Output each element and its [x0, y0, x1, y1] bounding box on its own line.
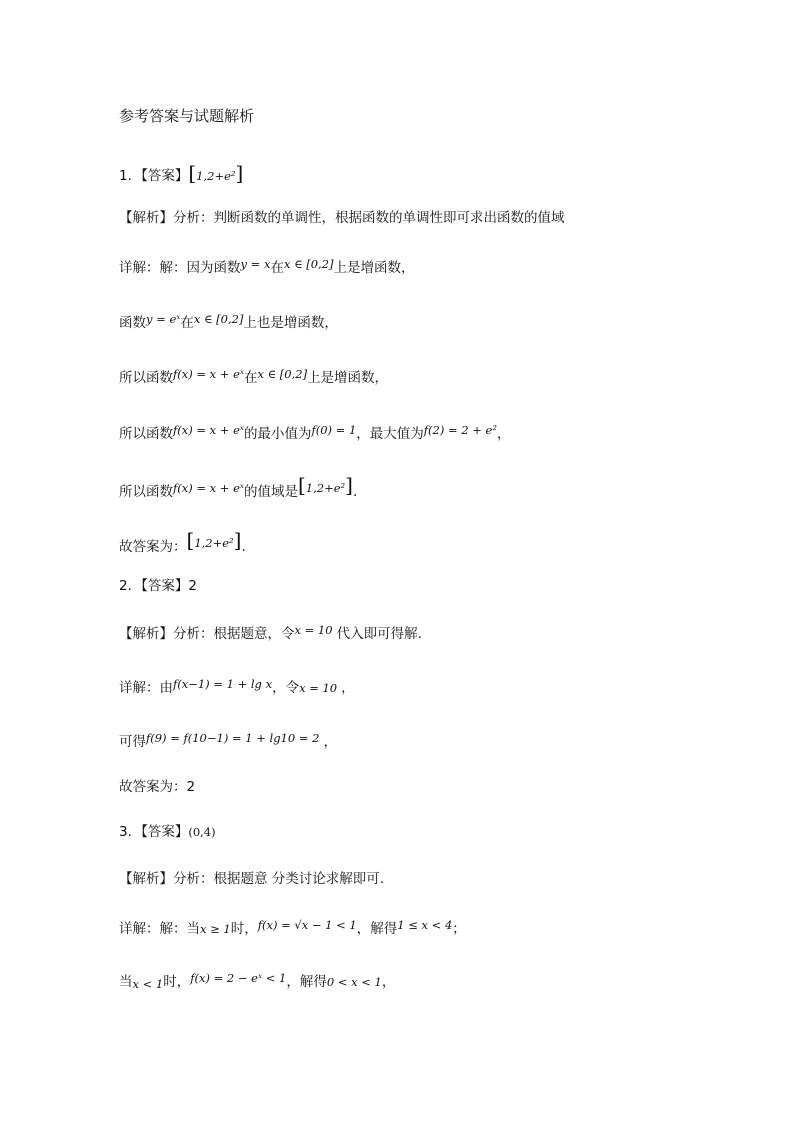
q1-d1-math-a: y = x: [240, 257, 271, 271]
q1-answer-line: [119, 163, 243, 186]
q3-d1-math-b: f(x) = √x − 1 < 1: [257, 918, 357, 932]
q2-final: [119, 777, 195, 797]
q1-d5-math-a: f(x) = x + eˣ: [173, 481, 244, 495]
q2-d1-text-c: ，: [341, 680, 355, 696]
q1-d5-open-bracket: [: [297, 473, 306, 497]
q1-analysis-text: 【解析】分析：判断函数的单调性，根据函数的单调性即可求出函数的值域: [119, 210, 565, 226]
q2-answer-line: [119, 576, 197, 596]
q1-final-close-bracket: ]: [233, 528, 242, 552]
q3-d2-text-a: 当: [119, 974, 133, 990]
q3-d2-math-c: 0 < x < 1: [326, 975, 382, 989]
q1-d1-text-b: 在: [270, 260, 284, 276]
q3-analysis: [119, 869, 384, 889]
q2-analysis-text-b: 代入即可得解.: [336, 626, 422, 642]
q1-final-end: .: [241, 539, 246, 555]
q1-d5-close-bracket: ]: [345, 473, 353, 497]
q3-d2-math-b: f(x) = 2 − eˣ < 1: [190, 971, 287, 985]
q2-d2-text-b: ，: [323, 734, 337, 750]
q1-d5-text-b: 的值域是: [243, 484, 298, 500]
q3-d1-text-d: ；: [452, 921, 466, 937]
q3-answer-line: [119, 822, 216, 842]
q1-detail-5: [119, 473, 358, 502]
q1-final-text: 故答案为：: [119, 539, 187, 555]
q1-answer-label: 1．【答案】: [119, 168, 189, 184]
q1-d5-text-c: .: [352, 484, 358, 500]
heading-text: 参考答案与试题解析: [119, 107, 255, 125]
q3-answer-label: 3．【答案】: [119, 824, 189, 840]
q1-detail-4: [119, 424, 510, 444]
q1-d4-text-c: ，最大值为: [356, 426, 424, 442]
q1-d2-math-a: y = eˣ: [146, 312, 181, 326]
q1-detail-1: [119, 258, 415, 278]
q3-d1-math-a: x ≥ 1: [200, 922, 231, 936]
q3-detail-2: [119, 972, 395, 992]
q1-final-open-bracket: [: [186, 528, 195, 552]
q3-d1-text-b: 时，: [230, 921, 258, 937]
q1-d3-math-b: x ∈ [0,2]: [257, 367, 308, 381]
q3-d1-text-a: 详解：解：当: [119, 921, 200, 937]
q2-d1-math-a: f(x−1) = 1 + lg x: [173, 677, 273, 691]
q1-d3-text-c: 上是增函数，: [307, 370, 389, 386]
q1-d3-text-a: 所以函数: [119, 370, 173, 386]
q2-answer-value: 2: [188, 578, 197, 594]
q2-analysis: [119, 624, 422, 644]
q2-d1-text-b: ，令: [272, 680, 300, 696]
q3-d2-text-c: ，解得: [286, 974, 327, 990]
q2-detail-2: [119, 732, 337, 752]
q1-d3-math-a: f(x) = x + eˣ: [173, 367, 244, 381]
q3-d1-text-c: ，解得: [356, 921, 398, 937]
q3-answer-math: (0,4): [188, 825, 216, 839]
page-title: [119, 106, 254, 126]
q1-final: [119, 528, 246, 557]
q2-analysis-math: x = 10: [294, 623, 333, 637]
q1-d2-text-c: 上也是增函数，: [243, 315, 338, 331]
q1-d2-text-a: 函数: [119, 315, 146, 331]
q1-open-bracket: [: [188, 161, 197, 185]
q1-d5-text-a: 所以函数: [119, 484, 173, 500]
q1-close-bracket: ]: [235, 161, 244, 185]
q2-detail-1: [119, 678, 355, 698]
q3-d1-math-c: 1 ≤ x < 4: [397, 918, 453, 932]
q1-answer-math: 1,2+e²: [196, 169, 236, 183]
q1-d4-math-b: f(0) = 1: [311, 423, 357, 437]
q1-d4-text-a: 所以函数: [119, 426, 173, 442]
q3-detail-1: [119, 919, 466, 939]
q1-d3-text-b: 在: [243, 370, 258, 386]
q2-answer-label: 2．【答案】: [119, 578, 189, 594]
q1-d1-text-a: 详解：解：因为函数: [119, 260, 241, 276]
q2-d2-text-a: 可得: [119, 734, 146, 750]
q2-d1-text-a: 详解：由: [119, 680, 173, 696]
q3-d2-text-d: ，: [381, 974, 396, 990]
q1-detail-2: [119, 313, 338, 333]
q3-d2-math-a: x < 1: [132, 977, 164, 991]
q1-d1-math-b: x ∈ [0,2]: [283, 257, 334, 271]
q2-analysis-text-a: 【解析】分析：根据题意，令: [119, 626, 295, 642]
q1-d4-math-a: f(x) = x + eˣ: [173, 423, 244, 437]
q1-d5-math-b: 1,2+e²: [305, 481, 346, 495]
q1-d4-text-b: 的最小值为: [243, 426, 312, 442]
q1-d4-text-d: ，: [496, 426, 511, 442]
q1-d2-text-b: 在: [180, 315, 194, 331]
q2-final-text: 故答案为：2: [119, 779, 196, 795]
q1-analysis: [119, 208, 565, 228]
q1-d1-text-c: 上是增函数，: [333, 260, 415, 276]
q2-d2-math-a: f(9) = f(10−1) = 1 + lg10 = 2: [146, 731, 320, 745]
q3-analysis-text: 【解析】分析：根据题意 分类讨论求解即可.: [119, 871, 385, 887]
q1-d4-math-c: f(2) = 2 + e²: [423, 423, 497, 437]
q1-d2-math-b: x ∈ [0,2]: [193, 312, 244, 326]
q1-detail-3: [119, 368, 388, 388]
q1-final-math: 1,2+e²: [194, 536, 234, 550]
q2-d1-math-b: x = 10: [299, 681, 338, 695]
q3-d2-text-b: 时，: [163, 974, 191, 990]
